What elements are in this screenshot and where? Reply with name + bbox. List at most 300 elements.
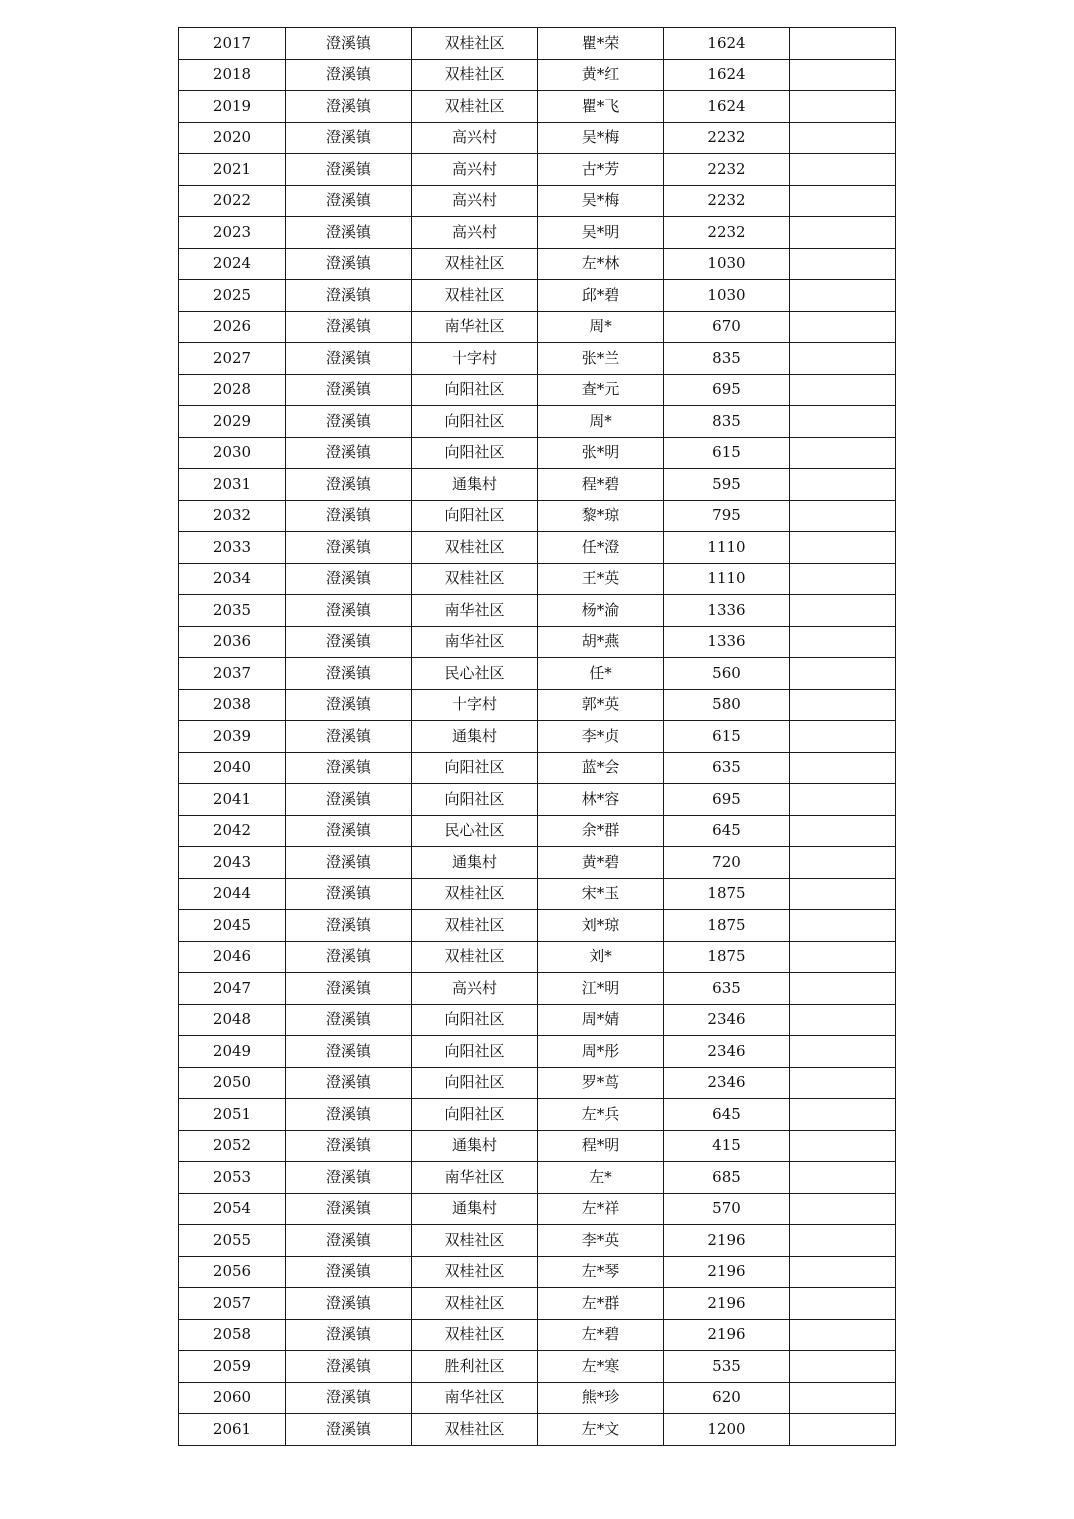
- amount-cell: 1624: [664, 59, 790, 91]
- name-cell: 左*群: [538, 1288, 664, 1320]
- community-cell: 向阳社区: [412, 374, 538, 406]
- row-number-cell: 2052: [179, 1130, 286, 1162]
- town-cell: 澄溪镇: [286, 1099, 412, 1131]
- row-number-cell: 2050: [179, 1067, 286, 1099]
- name-cell: 张*兰: [538, 343, 664, 375]
- town-cell: 澄溪镇: [286, 752, 412, 784]
- amount-cell: 2196: [664, 1256, 790, 1288]
- name-cell: 熊*珍: [538, 1382, 664, 1414]
- amount-cell: 1030: [664, 248, 790, 280]
- town-cell: 澄溪镇: [286, 1319, 412, 1351]
- community-cell: 十字村: [412, 343, 538, 375]
- community-cell: 南华社区: [412, 595, 538, 627]
- table-row: [179, 1319, 896, 1351]
- name-cell: 刘*: [538, 941, 664, 973]
- row-number-cell: 2044: [179, 878, 286, 910]
- row-number-cell: 2039: [179, 721, 286, 753]
- name-cell: 吴*明: [538, 217, 664, 249]
- row-number-cell: 2053: [179, 1162, 286, 1194]
- amount-cell: 645: [664, 815, 790, 847]
- note-cell: [790, 469, 896, 501]
- community-cell: 双桂社区: [412, 28, 538, 60]
- table-row: [179, 248, 896, 280]
- community-cell: 双桂社区: [412, 878, 538, 910]
- note-cell: [790, 1256, 896, 1288]
- note-cell: [790, 721, 896, 753]
- town-cell: 澄溪镇: [286, 1288, 412, 1320]
- table-row: [179, 1351, 896, 1383]
- community-cell: 高兴村: [412, 154, 538, 186]
- note-cell: [790, 248, 896, 280]
- note-cell: [790, 91, 896, 123]
- name-cell: 张*明: [538, 437, 664, 469]
- amount-cell: 1875: [664, 910, 790, 942]
- name-cell: 黄*碧: [538, 847, 664, 879]
- town-cell: 澄溪镇: [286, 721, 412, 753]
- town-cell: 澄溪镇: [286, 910, 412, 942]
- amount-cell: 1624: [664, 28, 790, 60]
- table-row: [179, 217, 896, 249]
- amount-cell: 1624: [664, 91, 790, 123]
- community-cell: 双桂社区: [412, 1319, 538, 1351]
- note-cell: [790, 626, 896, 658]
- amount-cell: 2232: [664, 122, 790, 154]
- table-row: [179, 1193, 896, 1225]
- community-cell: 向阳社区: [412, 1036, 538, 1068]
- name-cell: 余*群: [538, 815, 664, 847]
- table-row: [179, 28, 896, 60]
- name-cell: 吴*梅: [538, 122, 664, 154]
- community-cell: 高兴村: [412, 973, 538, 1005]
- note-cell: [790, 406, 896, 438]
- row-number-cell: 2057: [179, 1288, 286, 1320]
- row-number-cell: 2030: [179, 437, 286, 469]
- row-number-cell: 2024: [179, 248, 286, 280]
- row-number-cell: 2056: [179, 1256, 286, 1288]
- table-row: [179, 1225, 896, 1257]
- town-cell: 澄溪镇: [286, 1256, 412, 1288]
- name-cell: 李*贞: [538, 721, 664, 753]
- table-row: [179, 973, 896, 1005]
- document-page: [178, 27, 895, 1446]
- row-number-cell: 2042: [179, 815, 286, 847]
- table-row: [179, 847, 896, 879]
- community-cell: 向阳社区: [412, 500, 538, 532]
- note-cell: [790, 1162, 896, 1194]
- name-cell: 古*芳: [538, 154, 664, 186]
- town-cell: 澄溪镇: [286, 1004, 412, 1036]
- row-number-cell: 2059: [179, 1351, 286, 1383]
- amount-cell: 635: [664, 752, 790, 784]
- name-cell: 瞿*荣: [538, 28, 664, 60]
- note-cell: [790, 1351, 896, 1383]
- name-cell: 左*琴: [538, 1256, 664, 1288]
- amount-cell: 1875: [664, 878, 790, 910]
- amount-cell: 695: [664, 374, 790, 406]
- note-cell: [790, 1225, 896, 1257]
- note-cell: [790, 784, 896, 816]
- name-cell: 查*元: [538, 374, 664, 406]
- community-cell: 通集村: [412, 469, 538, 501]
- note-cell: [790, 1099, 896, 1131]
- name-cell: 郭*英: [538, 689, 664, 721]
- town-cell: 澄溪镇: [286, 815, 412, 847]
- row-number-cell: 2026: [179, 311, 286, 343]
- name-cell: 程*碧: [538, 469, 664, 501]
- row-number-cell: 2020: [179, 122, 286, 154]
- row-number-cell: 2022: [179, 185, 286, 217]
- row-number-cell: 2037: [179, 658, 286, 690]
- name-cell: 左*林: [538, 248, 664, 280]
- table-row: [179, 406, 896, 438]
- note-cell: [790, 185, 896, 217]
- note-cell: [790, 217, 896, 249]
- town-cell: 澄溪镇: [286, 1067, 412, 1099]
- note-cell: [790, 973, 896, 1005]
- note-cell: [790, 500, 896, 532]
- note-cell: [790, 1319, 896, 1351]
- note-cell: [790, 437, 896, 469]
- town-cell: 澄溪镇: [286, 595, 412, 627]
- community-cell: 向阳社区: [412, 1099, 538, 1131]
- table-row: [179, 1067, 896, 1099]
- community-cell: 向阳社区: [412, 437, 538, 469]
- row-number-cell: 2048: [179, 1004, 286, 1036]
- town-cell: 澄溪镇: [286, 28, 412, 60]
- table-row: [179, 154, 896, 186]
- table-row: [179, 91, 896, 123]
- town-cell: 澄溪镇: [286, 185, 412, 217]
- amount-cell: 535: [664, 1351, 790, 1383]
- row-number-cell: 2051: [179, 1099, 286, 1131]
- community-cell: 向阳社区: [412, 784, 538, 816]
- table-row: [179, 941, 896, 973]
- note-cell: [790, 374, 896, 406]
- community-cell: 高兴村: [412, 217, 538, 249]
- row-number-cell: 2033: [179, 532, 286, 564]
- row-number-cell: 2054: [179, 1193, 286, 1225]
- town-cell: 澄溪镇: [286, 1193, 412, 1225]
- community-cell: 向阳社区: [412, 752, 538, 784]
- amount-cell: 835: [664, 343, 790, 375]
- table-row: [179, 437, 896, 469]
- town-cell: 澄溪镇: [286, 1162, 412, 1194]
- amount-cell: 2346: [664, 1036, 790, 1068]
- community-cell: 民心社区: [412, 658, 538, 690]
- name-cell: 王*英: [538, 563, 664, 595]
- name-cell: 杨*渝: [538, 595, 664, 627]
- community-cell: 双桂社区: [412, 563, 538, 595]
- town-cell: 澄溪镇: [286, 437, 412, 469]
- row-number-cell: 2058: [179, 1319, 286, 1351]
- amount-cell: 2232: [664, 154, 790, 186]
- amount-cell: 1200: [664, 1414, 790, 1446]
- note-cell: [790, 122, 896, 154]
- row-number-cell: 2021: [179, 154, 286, 186]
- town-cell: 澄溪镇: [286, 248, 412, 280]
- amount-cell: 1336: [664, 595, 790, 627]
- town-cell: 澄溪镇: [286, 406, 412, 438]
- row-number-cell: 2038: [179, 689, 286, 721]
- row-number-cell: 2017: [179, 28, 286, 60]
- town-cell: 澄溪镇: [286, 469, 412, 501]
- table-row: [179, 721, 896, 753]
- table-row: [179, 311, 896, 343]
- amount-cell: 685: [664, 1162, 790, 1194]
- name-cell: 周*婧: [538, 1004, 664, 1036]
- row-number-cell: 2029: [179, 406, 286, 438]
- town-cell: 澄溪镇: [286, 59, 412, 91]
- row-number-cell: 2043: [179, 847, 286, 879]
- name-cell: 黎*琼: [538, 500, 664, 532]
- note-cell: [790, 1382, 896, 1414]
- community-cell: 向阳社区: [412, 406, 538, 438]
- row-number-cell: 2034: [179, 563, 286, 595]
- amount-cell: 695: [664, 784, 790, 816]
- town-cell: 澄溪镇: [286, 91, 412, 123]
- note-cell: [790, 658, 896, 690]
- table-row: [179, 784, 896, 816]
- table-row: [179, 1414, 896, 1446]
- note-cell: [790, 59, 896, 91]
- row-number-cell: 2036: [179, 626, 286, 658]
- town-cell: 澄溪镇: [286, 311, 412, 343]
- row-number-cell: 2025: [179, 280, 286, 312]
- row-number-cell: 2045: [179, 910, 286, 942]
- note-cell: [790, 154, 896, 186]
- amount-cell: 560: [664, 658, 790, 690]
- town-cell: 澄溪镇: [286, 280, 412, 312]
- note-cell: [790, 847, 896, 879]
- name-cell: 林*容: [538, 784, 664, 816]
- table-body: [179, 28, 896, 1446]
- table-row: [179, 500, 896, 532]
- community-cell: 南华社区: [412, 626, 538, 658]
- name-cell: 罗*茑: [538, 1067, 664, 1099]
- table-row: [179, 626, 896, 658]
- table-row: [179, 280, 896, 312]
- name-cell: 周*: [538, 311, 664, 343]
- table-row: [179, 595, 896, 627]
- amount-cell: 2196: [664, 1288, 790, 1320]
- note-cell: [790, 752, 896, 784]
- community-cell: 南华社区: [412, 1162, 538, 1194]
- amount-cell: 570: [664, 1193, 790, 1225]
- table-row: [179, 910, 896, 942]
- community-cell: 双桂社区: [412, 248, 538, 280]
- note-cell: [790, 878, 896, 910]
- name-cell: 左*祥: [538, 1193, 664, 1225]
- name-cell: 江*明: [538, 973, 664, 1005]
- row-number-cell: 2023: [179, 217, 286, 249]
- row-number-cell: 2047: [179, 973, 286, 1005]
- row-number-cell: 2031: [179, 469, 286, 501]
- town-cell: 澄溪镇: [286, 1225, 412, 1257]
- community-cell: 通集村: [412, 1193, 538, 1225]
- amount-cell: 645: [664, 1099, 790, 1131]
- note-cell: [790, 343, 896, 375]
- town-cell: 澄溪镇: [286, 1351, 412, 1383]
- town-cell: 澄溪镇: [286, 532, 412, 564]
- note-cell: [790, 595, 896, 627]
- amount-cell: 2232: [664, 217, 790, 249]
- table-row: [179, 752, 896, 784]
- note-cell: [790, 910, 896, 942]
- note-cell: [790, 311, 896, 343]
- community-cell: 双桂社区: [412, 532, 538, 564]
- note-cell: [790, 1130, 896, 1162]
- table-row: [179, 1162, 896, 1194]
- row-number-cell: 2032: [179, 500, 286, 532]
- amount-cell: 1875: [664, 941, 790, 973]
- community-cell: 胜利社区: [412, 1351, 538, 1383]
- amount-cell: 835: [664, 406, 790, 438]
- amount-cell: 1110: [664, 563, 790, 595]
- town-cell: 澄溪镇: [286, 374, 412, 406]
- amount-cell: 2196: [664, 1319, 790, 1351]
- amount-cell: 795: [664, 500, 790, 532]
- table-row: [179, 1130, 896, 1162]
- name-cell: 宋*玉: [538, 878, 664, 910]
- town-cell: 澄溪镇: [286, 626, 412, 658]
- community-cell: 双桂社区: [412, 280, 538, 312]
- table-row: [179, 374, 896, 406]
- community-cell: 高兴村: [412, 122, 538, 154]
- amount-cell: 670: [664, 311, 790, 343]
- community-cell: 南华社区: [412, 311, 538, 343]
- table-row: [179, 1382, 896, 1414]
- table-row: [179, 689, 896, 721]
- amount-cell: 580: [664, 689, 790, 721]
- town-cell: 澄溪镇: [286, 878, 412, 910]
- town-cell: 澄溪镇: [286, 1414, 412, 1446]
- name-cell: 左*: [538, 1162, 664, 1194]
- name-cell: 周*: [538, 406, 664, 438]
- town-cell: 澄溪镇: [286, 973, 412, 1005]
- table-row: [179, 1099, 896, 1131]
- note-cell: [790, 1414, 896, 1446]
- name-cell: 刘*琼: [538, 910, 664, 942]
- community-cell: 民心社区: [412, 815, 538, 847]
- town-cell: 澄溪镇: [286, 563, 412, 595]
- town-cell: 澄溪镇: [286, 217, 412, 249]
- town-cell: 澄溪镇: [286, 122, 412, 154]
- town-cell: 澄溪镇: [286, 1036, 412, 1068]
- amount-cell: 1110: [664, 532, 790, 564]
- community-cell: 双桂社区: [412, 941, 538, 973]
- name-cell: 李*英: [538, 1225, 664, 1257]
- name-cell: 吴*梅: [538, 185, 664, 217]
- row-number-cell: 2046: [179, 941, 286, 973]
- table-row: [179, 815, 896, 847]
- amount-cell: 635: [664, 973, 790, 1005]
- row-number-cell: 2060: [179, 1382, 286, 1414]
- amount-cell: 1030: [664, 280, 790, 312]
- table-row: [179, 1288, 896, 1320]
- town-cell: 澄溪镇: [286, 1382, 412, 1414]
- name-cell: 瞿*飞: [538, 91, 664, 123]
- note-cell: [790, 1036, 896, 1068]
- table-row: [179, 532, 896, 564]
- name-cell: 左*碧: [538, 1319, 664, 1351]
- name-cell: 黄*红: [538, 59, 664, 91]
- amount-cell: 615: [664, 437, 790, 469]
- name-cell: 左*寒: [538, 1351, 664, 1383]
- town-cell: 澄溪镇: [286, 689, 412, 721]
- name-cell: 左*兵: [538, 1099, 664, 1131]
- note-cell: [790, 941, 896, 973]
- name-cell: 胡*燕: [538, 626, 664, 658]
- amount-cell: 1336: [664, 626, 790, 658]
- note-cell: [790, 28, 896, 60]
- name-cell: 任*澄: [538, 532, 664, 564]
- amount-cell: 595: [664, 469, 790, 501]
- beneficiary-table: [178, 27, 896, 1446]
- community-cell: 双桂社区: [412, 1225, 538, 1257]
- row-number-cell: 2061: [179, 1414, 286, 1446]
- row-number-cell: 2028: [179, 374, 286, 406]
- note-cell: [790, 1004, 896, 1036]
- table-row: [179, 563, 896, 595]
- town-cell: 澄溪镇: [286, 847, 412, 879]
- community-cell: 双桂社区: [412, 1414, 538, 1446]
- community-cell: 通集村: [412, 1130, 538, 1162]
- table-row: [179, 122, 896, 154]
- table-row: [179, 658, 896, 690]
- amount-cell: 2346: [664, 1004, 790, 1036]
- community-cell: 高兴村: [412, 185, 538, 217]
- row-number-cell: 2040: [179, 752, 286, 784]
- community-cell: 双桂社区: [412, 59, 538, 91]
- amount-cell: 620: [664, 1382, 790, 1414]
- community-cell: 十字村: [412, 689, 538, 721]
- row-number-cell: 2041: [179, 784, 286, 816]
- amount-cell: 2232: [664, 185, 790, 217]
- town-cell: 澄溪镇: [286, 784, 412, 816]
- town-cell: 澄溪镇: [286, 1130, 412, 1162]
- name-cell: 任*: [538, 658, 664, 690]
- town-cell: 澄溪镇: [286, 500, 412, 532]
- town-cell: 澄溪镇: [286, 343, 412, 375]
- town-cell: 澄溪镇: [286, 941, 412, 973]
- table-row: [179, 343, 896, 375]
- table-row: [179, 59, 896, 91]
- amount-cell: 415: [664, 1130, 790, 1162]
- name-cell: 程*明: [538, 1130, 664, 1162]
- community-cell: 双桂社区: [412, 1256, 538, 1288]
- row-number-cell: 2027: [179, 343, 286, 375]
- table-row: [179, 878, 896, 910]
- community-cell: 双桂社区: [412, 1288, 538, 1320]
- note-cell: [790, 689, 896, 721]
- amount-cell: 720: [664, 847, 790, 879]
- note-cell: [790, 280, 896, 312]
- town-cell: 澄溪镇: [286, 154, 412, 186]
- name-cell: 周*彤: [538, 1036, 664, 1068]
- table-row: [179, 1004, 896, 1036]
- note-cell: [790, 532, 896, 564]
- note-cell: [790, 563, 896, 595]
- community-cell: 双桂社区: [412, 91, 538, 123]
- community-cell: 双桂社区: [412, 910, 538, 942]
- community-cell: 南华社区: [412, 1382, 538, 1414]
- town-cell: 澄溪镇: [286, 658, 412, 690]
- row-number-cell: 2055: [179, 1225, 286, 1257]
- name-cell: 左*文: [538, 1414, 664, 1446]
- community-cell: 通集村: [412, 847, 538, 879]
- note-cell: [790, 1067, 896, 1099]
- table-row: [179, 1036, 896, 1068]
